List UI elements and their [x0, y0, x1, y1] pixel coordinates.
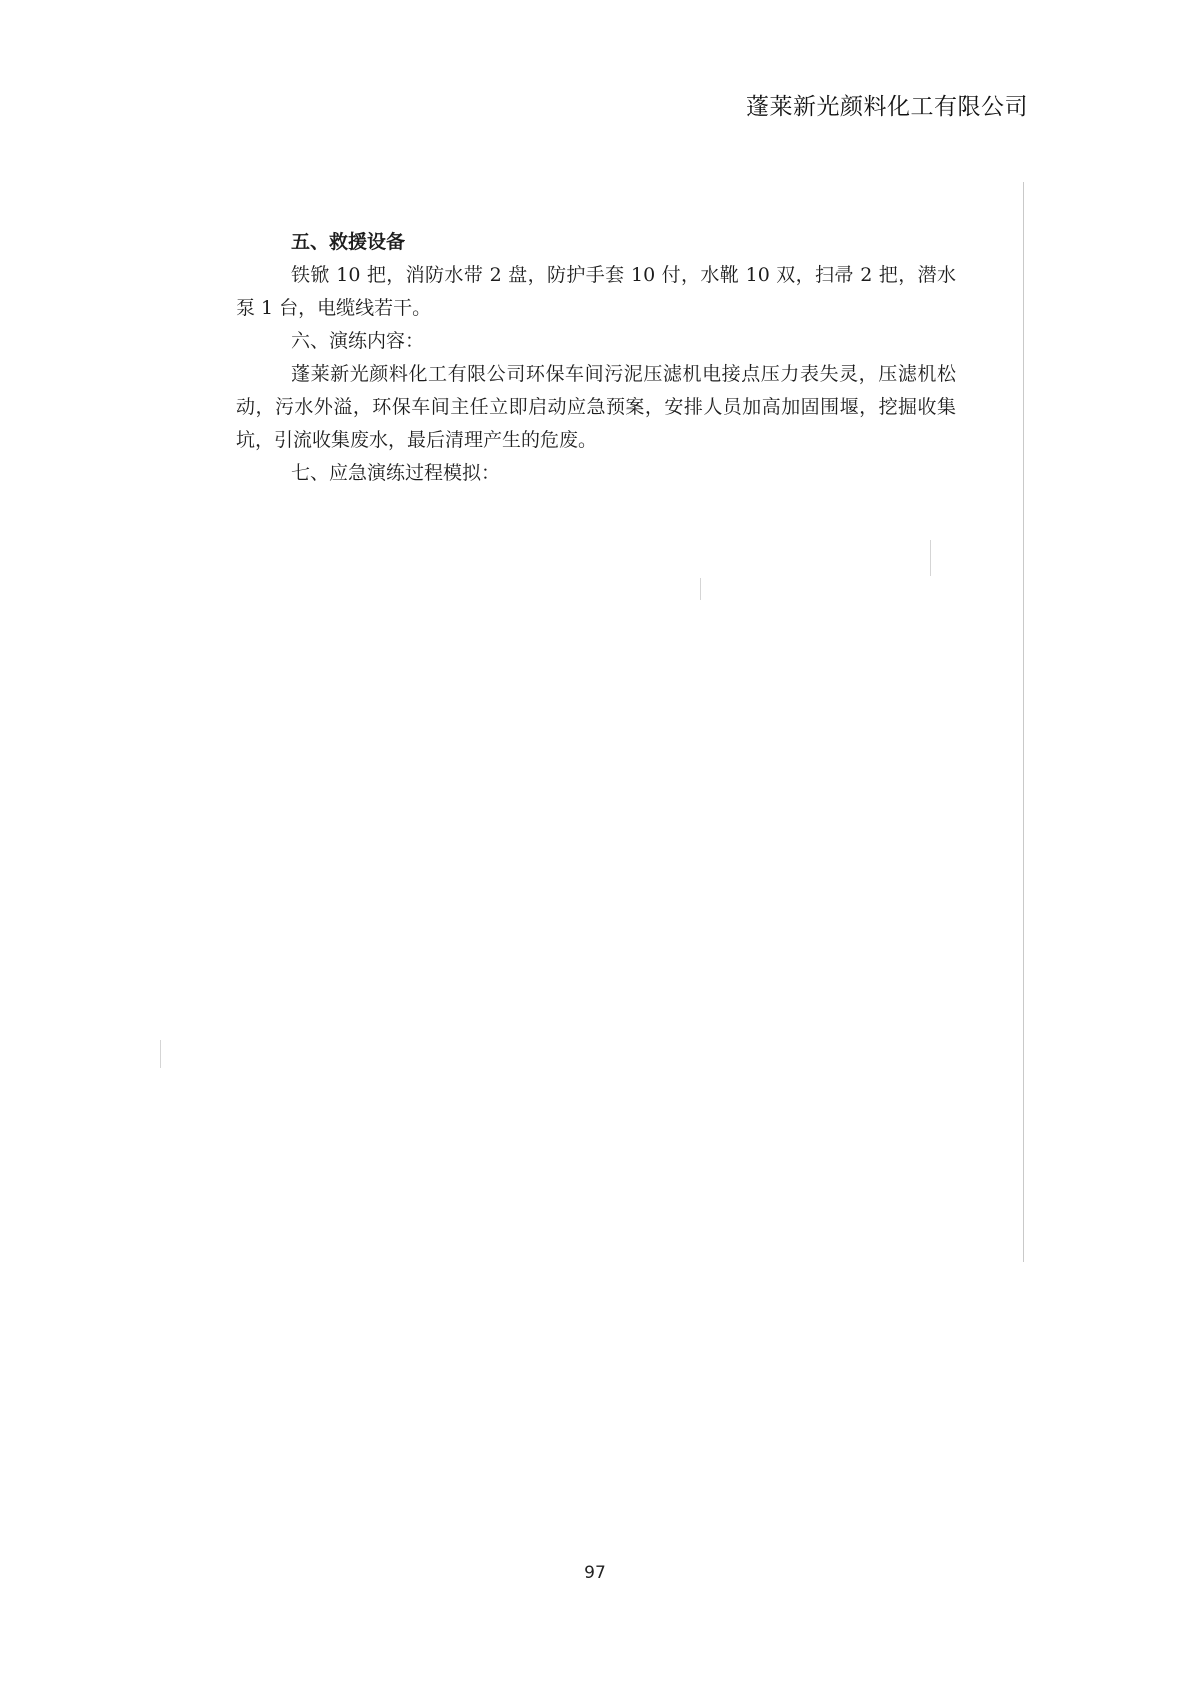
scan-edge-line [1023, 182, 1024, 1262]
section-heading-rescue-equipment: 五、救援设备 [291, 231, 406, 253]
paragraph-rescue-equipment: 铁锨 10 把，消防水带 2 盘，防护手套 10 付，水靴 10 双，扫帚 2 把，潜水泵 1 台，电缆线若干。 [236, 264, 956, 319]
header-company-name: 蓬莱新光颜料化工有限公司 [746, 94, 1028, 120]
page-number: 97 [584, 1563, 606, 1583]
section-heading-drill-content: 六、演练内容： [291, 330, 425, 352]
scan-speck [160, 1040, 161, 1068]
scan-speck [930, 540, 931, 576]
scan-speck [700, 578, 701, 600]
section-heading-drill-simulation: 七、应急演练过程模拟： [291, 462, 501, 484]
document-body [236, 226, 956, 490]
paragraph-drill-content: 蓬莱新光颜料化工有限公司环保车间污泥压滤机电接点压力表失灵，压滤机松动，污水外溢，环保车间主任立即启动应急预案，安排人员加高加固围堰，挖掘收集坑，引流收集废水，最后清理产生的危废。 [236, 363, 956, 451]
